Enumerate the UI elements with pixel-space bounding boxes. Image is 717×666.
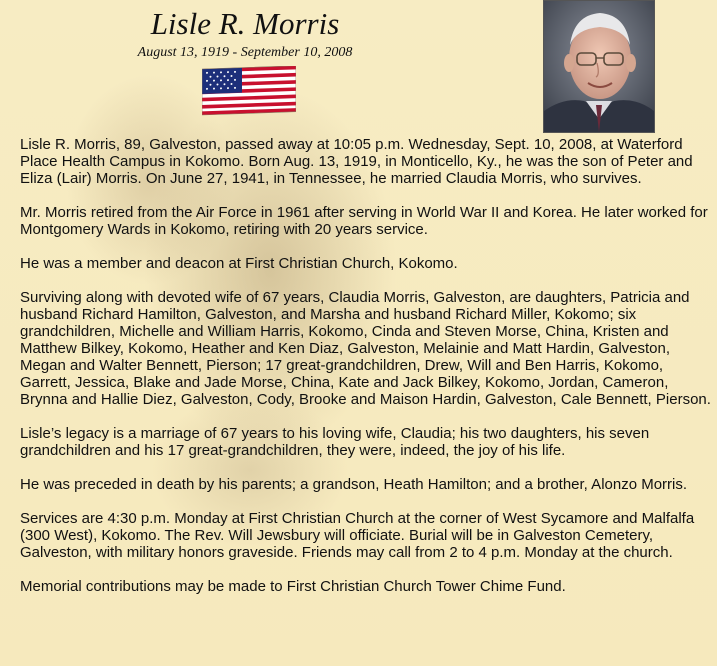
paragraph: Lisle R. Morris, 89, Galveston, passed away at 10:05 p.m. Wednesday, Sept. 10, 2008, at Waterford Place Health Campus in Kokomo. Born Aug. 13, 1919, in Monticello, Ky., he was the son of Peter and Eliza (Lair) Morris. On June 27, 1941, in Tennessee, he married Claudia Morris, who survives. xyxy=(20,136,693,187)
page-title: Lisle R. Morris xyxy=(150,6,340,41)
life-dates: August 13, 1919 - September 10, 2008 xyxy=(137,45,353,60)
paragraph: Surviving along with devoted wife of 67 years, Claudia Morris, Galveston, are daughters, Patricia and husband Richard Hamilton, Galveston, and Marsha and husband Richard Miller, Kokomo; six grandchildren, Michelle and William Harris, Kokomo, Cinda and Steven Morse, China, Kristen and Matthew Bilkey, Kokomo, Heather and Ken Diaz, Galveston, Melainie and Matt Hardin, Galveston, Megan and Walter Bennett, Pierson; 17 great-grandchildren, Drew, Will and Ben Harris, Kokomo, Garrett, Jessica, Blake and Jade Morse, China, Kate and Jack Bilkey, Kokomo, Jordan, Cameron, Brynna and Hallie Diez, Galveston, Cody, Brooke and Maison Hardin, Galveston, Cale Bennett, Pierson. xyxy=(20,289,711,408)
paragraph: He was preceded in death by his parents; a grandson, Heath Hamilton; and a brother, Alonzo Morris. xyxy=(20,476,688,493)
paragraph: Services are 4:30 p.m. Monday at First Christian Church at the corner of West Sycamore and Malfalfa (300 West), Kokomo. The Rev. Will Jewsbury will officiate. Burial will be in Galveston Cemetery, Galveston, with military honors graveside. Friends may call from 2 to 4 p.m. Monday at the church. xyxy=(20,510,695,561)
paragraph: Memorial contributions may be made to First Christian Church Tower Chime Fund. xyxy=(20,578,566,595)
paragraph: Mr. Morris retired from the Air Force in 1961 after serving in World War II and Korea. He later worked for Montgomery Wards in Kokomo, retiring with 20 years service. xyxy=(20,204,708,238)
portrait-image xyxy=(544,1,654,132)
paragraph: Lisle’s legacy is a marriage of 67 years to his loving wife, Claudia; his two daughters, his seven grandchildren and his 17 great-grandchildren, they were, indeed, the joy of his life. xyxy=(20,425,650,459)
us-flag-icon xyxy=(202,66,296,116)
obituary-text xyxy=(20,136,716,612)
paragraph: He was a member and deacon at First Christian Church, Kokomo. xyxy=(20,255,458,272)
portrait-photo xyxy=(543,0,655,133)
